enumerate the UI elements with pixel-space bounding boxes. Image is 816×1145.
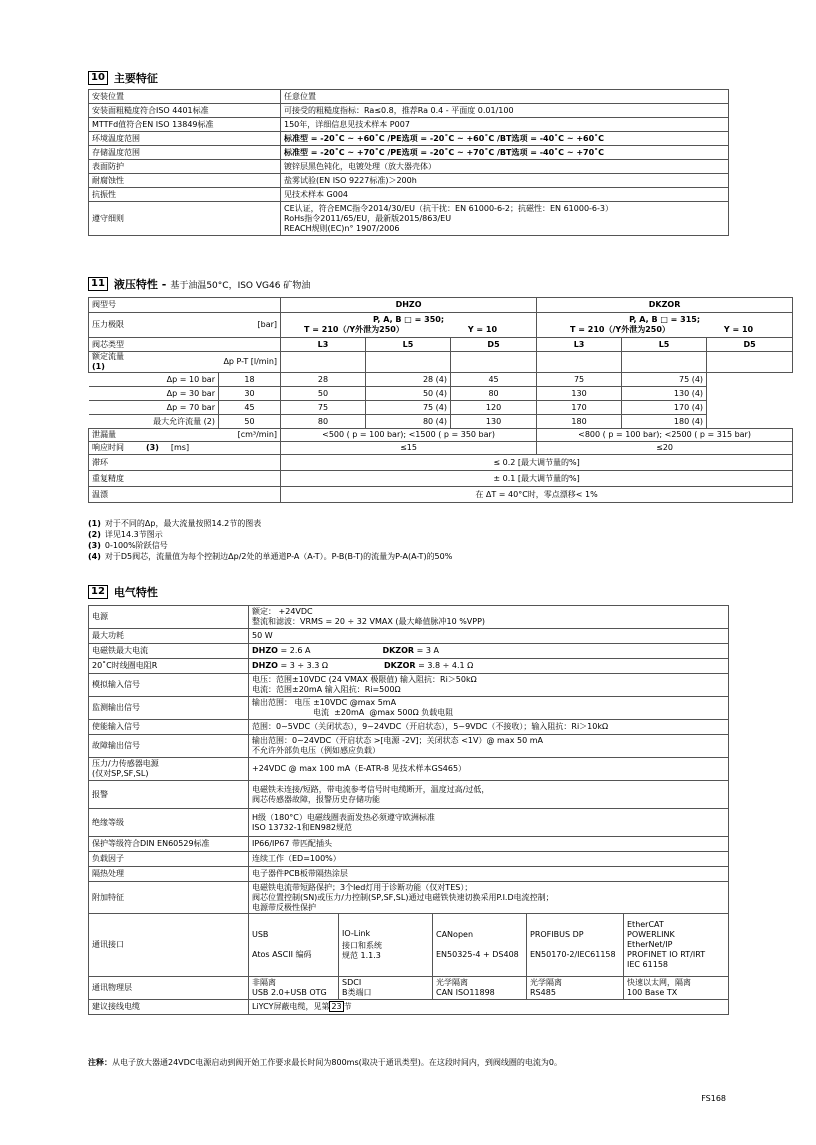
footnote: 注释：从电子放大器通24VDC电源启动到阀开始工作要求最长时间为800ms(取决于通讯类型)。在这段时间内，到阀线圈的电流为0。 — [88, 1058, 562, 1067]
comm-cell: EtherCAT POWERLINK EtherNet/IP PROFINET IO RT/IRT IEC 61158 — [624, 914, 729, 977]
row-value: 150年，详细信息见技术样本 P007 — [281, 118, 729, 132]
table-row — [89, 442, 793, 455]
flow-value: 28 (4) — [366, 373, 451, 387]
row-key: 通讯物理层 — [89, 977, 249, 1000]
flow-value: 28 — [281, 373, 366, 387]
table-row — [89, 338, 793, 352]
table-row — [89, 1000, 729, 1015]
row-key: 耐腐蚀性 — [89, 174, 281, 188]
table-row — [89, 720, 729, 735]
flow-label: Δp = 70 bar — [89, 401, 219, 415]
row-value: 标准型 = -20˚C ~ +70˚C /PE选项 = -20˚C ~ +70˚C /BT选项 = -40˚C ~ +70˚C — [281, 146, 729, 160]
section-ref: 23 — [331, 1002, 342, 1011]
row-key: 故障输出信号 — [89, 735, 249, 758]
table-row — [89, 298, 793, 313]
row-value: 输出范围： 电压 ±10VDC @max 5mA 电流 ±20mA @max 500Ω 负载电阻 — [249, 697, 729, 720]
row-key: 报警 — [89, 781, 249, 809]
flow-key: 额定流量 (1) — [89, 352, 151, 373]
row-value: IP66/IP67 带匹配插头 — [249, 837, 729, 852]
row-value: ≤20 — [537, 442, 793, 455]
row-key: 通讯接口 — [89, 914, 249, 977]
section-title: 电气特性 — [113, 586, 158, 599]
table-row — [89, 429, 793, 442]
row-value: DHZO = 3 ÷ 3.3 Ω DKZOR = 3.8 ÷ 4.1 Ω — [249, 659, 729, 674]
flow-label: 最大允许流量 (2) — [89, 415, 219, 429]
row-key: 温漂 — [89, 487, 281, 503]
row-key: 环境温度范围 — [89, 132, 281, 146]
dp-unit: Δp P-T [l/min] — [151, 352, 281, 373]
table-row — [89, 837, 729, 852]
phys-cell: 光学隔离 RS485 — [527, 977, 624, 1000]
row-value: H级（180°C）电磁线圈表面发热必须遵守欧洲标准 ISO 13732-1和EN982规范 — [249, 809, 729, 837]
row-key: 电磁铁最大电流 — [89, 644, 249, 659]
table-row — [89, 313, 793, 338]
dkzor-header: DKZOR — [537, 298, 793, 313]
table-row — [89, 644, 729, 659]
row-key: 表面防护 — [89, 160, 281, 174]
flow-label: Δp = 10 bar — [89, 373, 219, 387]
footnote-item: (1) 对于不同的Δp，最大流量按照14.2节的图表 — [88, 519, 262, 528]
table-row — [89, 977, 729, 1000]
table-row — [89, 629, 729, 644]
section-title: 主要特征 — [113, 72, 158, 85]
flow-value: 75 — [537, 373, 622, 387]
table-row — [89, 132, 729, 146]
main-characteristics-table — [88, 89, 729, 236]
row-value: 50 W — [249, 629, 729, 644]
flow-value: 120 — [451, 401, 537, 415]
row-key: 重复精度 — [89, 471, 281, 487]
row-key: 模拟输入信号 — [89, 674, 249, 697]
row-value: ≤15 — [281, 442, 537, 455]
row-value: 额定： +24VDC 整流和滤波：VRMS = 20 ÷ 32 VMAX (最大峰值脉冲10 %VPP) — [249, 606, 729, 629]
row-key: 最大功耗 — [89, 629, 249, 644]
row-value: ≤ 0.2 [最大调节量的%] — [281, 455, 793, 471]
row-value: 盐雾试验(EN ISO 9227标准)＞200h — [281, 174, 729, 188]
flow-value: 75 (4) — [366, 401, 451, 415]
flow-value: 50 (4) — [366, 387, 451, 401]
row-key: 建议接线电缆 — [89, 1000, 249, 1015]
flow-value: 130 (4) — [622, 387, 707, 401]
row-key: 安装位置 — [89, 90, 281, 104]
row-key: 安装面粗糙度符合ISO 4401标准 — [89, 104, 281, 118]
flow-label: Δp = 30 bar — [89, 387, 219, 401]
row-value: <500 ( p = 100 bar); <1500 ( p = 350 bar) — [281, 429, 537, 442]
flow-value: 180 — [537, 415, 622, 429]
section-11-header — [88, 276, 310, 292]
row-key: 20˚C时线圈电阻R — [89, 659, 249, 674]
comm-cell: PROFIBUS DP EN50170-2/IEC61158 — [527, 914, 624, 977]
spool-cell: L5 — [622, 338, 707, 352]
table-row — [89, 160, 729, 174]
row-key: 附加特征 — [89, 882, 249, 914]
flow-value: 50 — [219, 415, 281, 429]
row-value: 范围：0~5VDC（关闭状态），9~24VDC（开启状态），5~9VDC（不接收）；输入阻抗：Ri＞10kΩ — [249, 720, 729, 735]
table-row — [89, 867, 729, 882]
footnote-item: (3) 0-100%阶跃信号 — [88, 541, 168, 550]
table-row — [89, 758, 729, 781]
page-number: FS168 — [701, 1094, 726, 1103]
row-key: 存储温度范围 — [89, 146, 281, 160]
row-key: 负载因子 — [89, 852, 249, 867]
flow-value: 80 (4) — [366, 415, 451, 429]
row-key: 使能输入信号 — [89, 720, 249, 735]
section-number: 10 — [88, 71, 108, 85]
row-value: CE认证，符合EMC指令2014/30/EU（抗干扰：EN 61000-6-2；抗磁性：EN 61000-6-3） RoHs指令2011/65/EU，最新版2015/863/EU REACH规则(EC)n° 1907/2006 — [281, 202, 729, 236]
dhzo-pressure: P, A, B □ = 350; T = 210（/Y外泄为250） Y = 10 — [281, 313, 537, 338]
comm-cell: IO-Link 接口和系统 规范 1.1.3 — [339, 914, 433, 977]
hydraulic-characteristics-table — [88, 297, 793, 503]
table-row — [89, 415, 793, 429]
electrical-characteristics-table — [88, 605, 729, 1015]
section-subtitle: 基于油温50°C，ISO VG46 矿物油 — [170, 280, 311, 291]
spool-cell: L3 — [281, 338, 366, 352]
row-key: 响应时间 (3) [ms] — [89, 442, 281, 455]
row-value: 可接受的粗糙度指标：Ra≤0.8，推荐Ra 0.4 - 平面度 0.01/100 — [281, 104, 729, 118]
flow-value: 18 — [219, 373, 281, 387]
table-row — [89, 174, 729, 188]
spool-cell: L3 — [537, 338, 622, 352]
table-row — [89, 104, 729, 118]
row-value: 标准型 = -20˚C ~ +60˚C /PE选项 = -20˚C ~ +60˚C /BT选项 = -40˚C ~ +60˚C — [281, 132, 729, 146]
row-value: LiYCY屏蔽电缆，见第 23 节 — [249, 1000, 729, 1015]
flow-value: 80 — [451, 387, 537, 401]
row-key: 抗振性 — [89, 188, 281, 202]
table-row — [89, 471, 793, 487]
spool-cell: D5 — [707, 338, 793, 352]
table-row — [89, 202, 729, 236]
row-key: 滞环 — [89, 455, 281, 471]
row-value: 镀锌层黑色钝化，电镀处理（放大器壳体） — [281, 160, 729, 174]
dhzo-header: DHZO — [281, 298, 537, 313]
phys-cell: 非隔离 USB 2.0+USB OTG — [249, 977, 339, 1000]
table-row — [89, 606, 729, 629]
row-key: 电源 — [89, 606, 249, 629]
row-value: +24VDC @ max 100 mA（E-ATR-8 见技术样本GS465） — [249, 758, 729, 781]
table-row — [89, 373, 793, 387]
flow-value: 45 — [451, 373, 537, 387]
table-row — [89, 387, 793, 401]
spool-cell: D5 — [451, 338, 537, 352]
section-number: 12 — [88, 585, 108, 599]
table-row — [89, 455, 793, 471]
row-key: 阀型号 — [89, 298, 281, 313]
dkzor-pressure: P, A, B □ = 315; T = 210（/Y外泄为250） Y = 10 — [537, 313, 793, 338]
flow-value: 170 — [537, 401, 622, 415]
footnotes — [88, 518, 452, 562]
flow-value: 30 — [219, 387, 281, 401]
section-12-header — [88, 584, 158, 600]
table-row — [89, 401, 793, 415]
table-row — [89, 487, 793, 503]
row-value: DHZO = 2.6 A DKZOR = 3 A — [249, 644, 729, 659]
row-value: 电磁铁未连接/短路，带电流参考信号时电缆断开，温度过高/过低， 阀芯传感器故障，报警历史存储功能 — [249, 781, 729, 809]
section-number: 11 — [88, 277, 108, 291]
row-value: 任意位置 — [281, 90, 729, 104]
row-key: 压力极限 [bar] — [89, 313, 281, 338]
row-key: 阀芯类型 — [89, 338, 281, 352]
row-value: <800 ( p = 100 bar); <2500 ( p = 315 bar) — [537, 429, 793, 442]
spool-cell: L5 — [366, 338, 451, 352]
row-value: 连续工作（ED=100%） — [249, 852, 729, 867]
footnote-item: (4) 对于D5阀芯，流量值为每个控制边Δp/2处的单通道P-A（A-T）。P-B(B-T)的流量为P-A(A-T)的50% — [88, 552, 453, 561]
row-key: 绝缘等级 — [89, 809, 249, 837]
table-row — [89, 352, 793, 373]
row-value: 电磁铁电流带短路保护；3个led灯用于诊断功能（仅对TES）； 阀芯位置控制(SN)或压力/力控制(SP,SF,SL)通过电磁铁快速切换采用P.I.D电流控制； 电源带反极性保护 — [249, 882, 729, 914]
row-key: 泄漏量 [cm³/min] — [89, 429, 281, 442]
row-key: 隔热处理 — [89, 867, 249, 882]
flow-value: 130 — [537, 387, 622, 401]
phys-cell: 光学隔离 CAN ISO11898 — [433, 977, 527, 1000]
flow-value: 80 — [281, 415, 366, 429]
flow-value: 75 — [281, 401, 366, 415]
table-row — [89, 118, 729, 132]
phys-cell: SDCI B类端口 — [339, 977, 433, 1000]
comm-cell: CANopen EN50325-4 + DS408 — [433, 914, 527, 977]
row-value: 输出范围：0~24VDC（开启状态 >[电源 -2V]；关闭状态 <1V）@ max 50 mA 不允许外部负电压（例如感应负载） — [249, 735, 729, 758]
table-row — [89, 188, 729, 202]
table-row — [89, 735, 729, 758]
flow-value: 75 (4) — [622, 373, 707, 387]
flow-value: 130 — [451, 415, 537, 429]
row-value: 在 ΔT = 40°C时，零点漂移< 1% — [281, 487, 793, 503]
section-10-header — [88, 70, 158, 86]
row-value: ± 0.1 [最大调节量的%] — [281, 471, 793, 487]
flow-value: 170 (4) — [622, 401, 707, 415]
table-row — [89, 146, 729, 160]
row-key: 监测输出信号 — [89, 697, 249, 720]
flow-value: 45 — [219, 401, 281, 415]
table-row — [89, 90, 729, 104]
table-row — [89, 674, 729, 697]
table-row — [89, 697, 729, 720]
table-row — [89, 852, 729, 867]
phys-cell: 快速以太网，隔离 100 Base TX — [624, 977, 729, 1000]
row-key: 压力/力传感器电源 (仅对SP,SF,SL) — [89, 758, 249, 781]
row-value: 见技术样本 G004 — [281, 188, 729, 202]
row-key: 遵守细则 — [89, 202, 281, 236]
flow-value: 180 (4) — [622, 415, 707, 429]
table-row — [89, 659, 729, 674]
row-key: MTTFd值符合EN ISO 13849标准 — [89, 118, 281, 132]
footnote-item: (2) 详见14.3节图示 — [88, 530, 163, 539]
row-key: 保护等级符合DIN EN60529标准 — [89, 837, 249, 852]
table-row — [89, 882, 729, 914]
comm-cell: USB Atos ASCII 编码 — [249, 914, 339, 977]
row-value: 电子器件PCB板带隔热涂层 — [249, 867, 729, 882]
table-row — [89, 781, 729, 809]
row-value: 电压：范围±10VDC (24 VMAX 极限值) 输入阻抗：Ri＞50kΩ 电流：范围±20mA 输入阻抗：Ri=500Ω — [249, 674, 729, 697]
section-title: 液压特性 - — [113, 278, 167, 291]
table-row — [89, 914, 729, 977]
table-row — [89, 809, 729, 837]
flow-value: 50 — [281, 387, 366, 401]
